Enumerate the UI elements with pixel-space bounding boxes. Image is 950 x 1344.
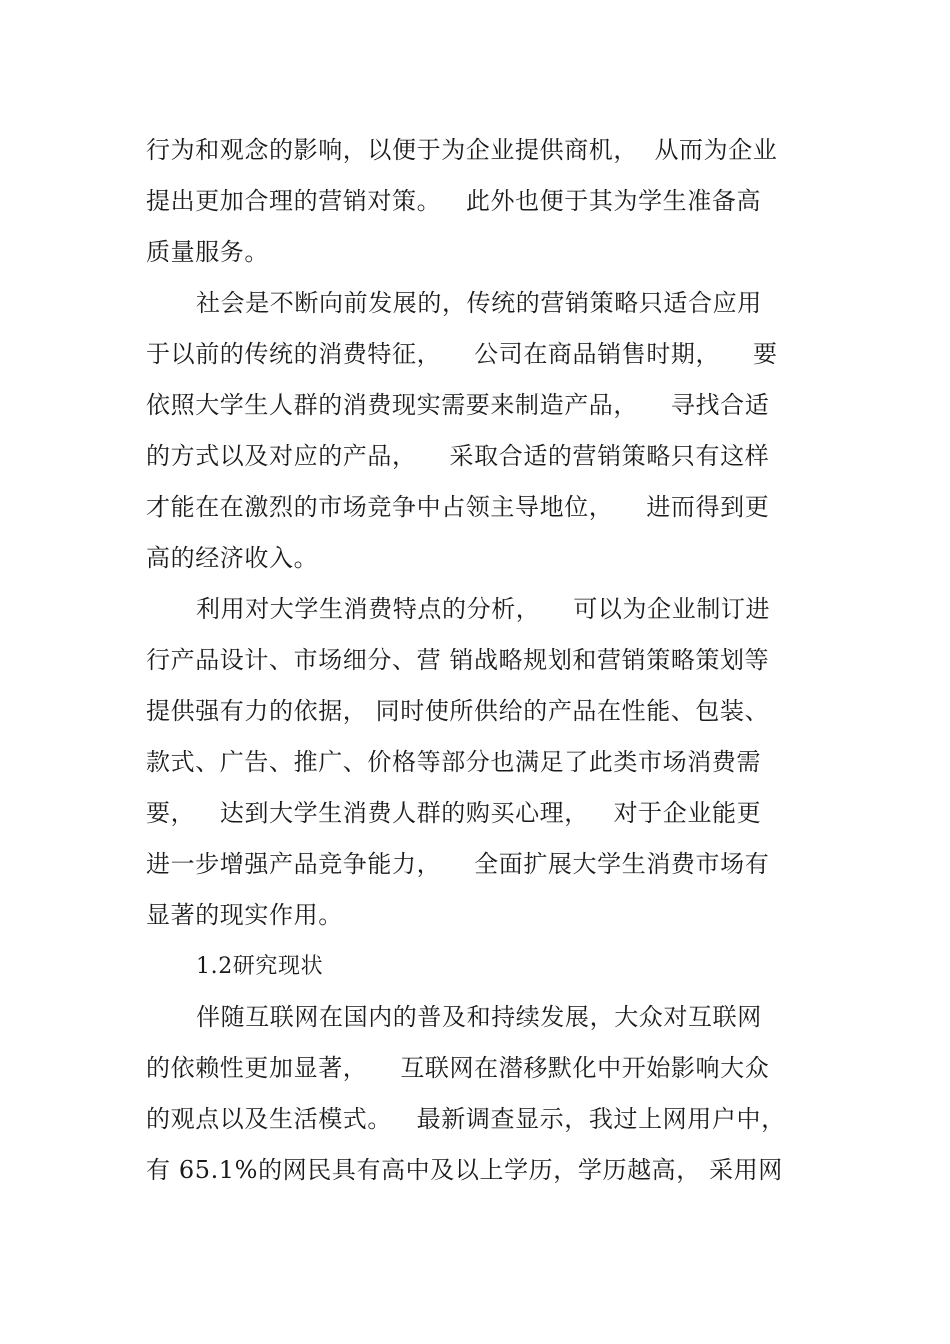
text-line: 于以前的传统的消费特征， 公司在商品销售时期， 要 — [146, 340, 778, 368]
text-line: 质量服务。 — [146, 238, 269, 266]
text-line: 款式、广告、推广、价格等部分也满足了此类市场消费需 — [146, 748, 761, 776]
text-line: 的方式以及对应的产品， 采取合适的营销策略只有这样 — [146, 442, 770, 470]
text-line: 依照大学生人群的消费现实需要来制造产品， 寻找合适 — [146, 391, 770, 419]
text-line: 行产品设计、市场细分、营 销战略规划和营销策略策划等 — [146, 646, 770, 674]
text-line: 行为和观念的影响，以便于为企业提供商机， 从而为企业 — [146, 136, 778, 164]
text-line: 提出更加合理的营销对策。 此外也便于其为学生准备高 — [146, 187, 762, 215]
text-line: 显著的现实作用。 — [146, 901, 343, 929]
document-body — [146, 125, 806, 1196]
section-heading: 1.2研究现状 — [196, 954, 324, 979]
text-line: 要， 达到大学生消费人群的购买心理， 对于企业能更 — [146, 799, 762, 827]
text-line: 才能在在激烈的市场竞争中占领主导地位， 进而得到更 — [146, 493, 770, 521]
text-line: 的依赖性更加显著， 互联网在潜移默化中开始影响大众 — [146, 1054, 770, 1082]
text-line: 有 65.1%的网民具有高中及以上学历，学历越高， 采用网 — [146, 1156, 783, 1184]
text-line: 提供强有力的依据， 同时使所供给的产品在性能、包装、 — [146, 697, 770, 725]
text-line: 高的经济收入。 — [146, 544, 319, 572]
text-line: 的观点以及生活模式。 最新调查显示，我过上网用户中， — [146, 1105, 786, 1133]
text-line: 伴随互联网在国内的普及和持续发展，大众对互联网 — [196, 1003, 762, 1031]
paragraph-3 — [146, 584, 806, 941]
text-line: 社会是不断向前发展的，传统的营销策略只适合应用 — [196, 289, 762, 317]
paragraph-1 — [146, 125, 806, 278]
text-line: 利用对大学生消费特点的分析， 可以为企业制订进 — [196, 595, 771, 623]
text-line: 进一步增强产品竞争能力， 全面扩展大学生消费市场有 — [146, 850, 770, 878]
paragraph-2 — [146, 278, 806, 584]
paragraph-4 — [146, 992, 806, 1196]
